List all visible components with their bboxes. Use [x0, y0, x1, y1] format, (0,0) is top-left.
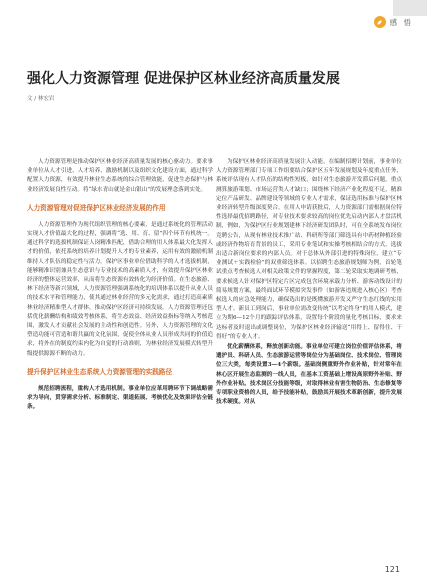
body-paragraph: 人力资源管理作为现代组织管理的核心要素，是通过系统化的管理活动实现人才价值最大化的过程，强调将“选、用、育、留”四个环节有机统一。通过科学的选拔机制保证人岗精准匹配，借助合理的用人体系最大化发挥人才的价值，依托系统的培养计划提升人才的专业素养，运用有效的激励机制维持人才队伍的稳定性与活力。保护区事业单位借助科学的人才选拔机制，能够精准识别兼具生态意识与专业技术的高素质人才，有效提升保护区林业经济的整体运营效率，从而将生态资源有效转化为经济价值。在生态旅游、林下经济等新兴领域，人力资源管理强调系统化的培训体系以提升从业人员的技术水平和管理能力，使其通过林业经营的多元化需求，通过打造高素质林业经济精准型人才群体，推动保护区经济可持续发展。人力资源管理还包括优化薪酬结构和绩效考核体系，将生态效益、经济效益指标等纳入考核范围，激发人才贡献社会发展的主动性和创造性。另外，人力资源管理的文化塑造功能可营造和谐共赢的文化氛围，促使全体从业人员形成共同的价值追求，将外在的制度约束内化为自觉的行动准则，为林业经济发展模式转型升级提供源源不断的动力。 [27, 221, 213, 357]
section-heading-role: 人力资源管理对促进保护区林业经济发展的作用 [27, 203, 166, 212]
article-author: 文 / 林宏岩 [27, 96, 55, 102]
intro-paragraph: 人力资源管理是推动保护区林业经济高质量发展的核心驱动力。要求事业单位从人才引进、人才培养、激励机制以及组织文化建设方面，通过科学配置人力资源，有效提升林业生态系统的综合管理效能，促进生态保护与林业经济发展良性互动。将“绿水青山就是金山银山”的发展理念落到实处。 [27, 159, 213, 193]
section-heading-path: 提升保护区林业生态系统人力资源管理的实践路径 [27, 367, 173, 376]
left-column [27, 158, 213, 413]
corner-tab [393, 0, 427, 16]
page-number: 121 [384, 565, 400, 574]
body-paragraph-salary: 优化薪酬体系，释放创新动能。事业单位可建立岗位价值评估体系，将遗护员、科研人员、生态旅游运营等岗位分为基础岗位、技术岗位、管理岗位三大类，每类设置3—4个薪级。基础岗侧重野外作业补贴，针对常年在林心区开展生态监测的一线人员，在基本工资基础上增设高原野外补贴、野外作业补贴。技术岗区分技能等级，对取得林业有害生物防治、生态修复等专项职业资格的人员，给予技能补贴，鼓励其开展技术革新创新，提升发展技术硬度。对从 [216, 344, 402, 406]
leaf-icon [374, 16, 386, 28]
section-tag [374, 16, 413, 28]
section-label: 感 悟 [389, 17, 413, 27]
right-column [216, 158, 402, 408]
article-title: 强化人力资源管理 促进保护区林业经济高质量发展 [27, 71, 340, 87]
body-paragraph-recruit: 规范招聘流程，重构人才选用机制。事业单位应革用聘环节下调战略需求为导向，贯穿需求分析、标准制定、渠道拓展、考核优化及效果评估全链条。 [27, 385, 213, 411]
body-paragraph: 为保护区林业经济高质量发展注入动能。在编制招聘计划前，事业单位人力资源管理部门专项工作组要结合保护区五年发展规划及年度重点任务，系统评估现有人才队伍的结构性短板，如针对生态旅游开发滞后问题，重点测算旅游策划、市场运营类人才缺口；围绕林下经济产业化程度不足，精准定位产品研发、品牌建设等领域的专业人才需求，保证选用标准与保护区林业经济转型升级深度契合。在用人申请获批后，人力资源部门需根据岗位特性选择最优招聘路径，对专业技术要求较高的岗位优先启动内部人才盘活机制，例如，为保护区行业规划建林下经济研发团队时，可在全系统发布岗位竞聘公告，从现有林业技术推广站、科研所等部门筛选具有中药材种植经验或经济作物培育背景的员工，采用专业笔试和实操考核相结合的方式，选拔出适合新岗位要求的内部人员。对于总体从外部引进的特殊岗位，建立“专业测试＋实践检验”的双重筛选体系。以招聘生态旅游规划师为例，首轮笔试重点考查候选人对相关政策文件的掌握程度，第二轮采取实地调研考核，要求候选人针对保护区特定片区完成包含环境承载力分析、游客动线设计的简易规划方案，最终面试环节模拟突发事件（如游客违规进入核心区）考查候选人的应急处理能力，确保选出的是既懂旅游开发又严守生态红线的实用型人才。新员工到岗后，事业单位需改变传统“以考定终身”的用人模式，建立为期6—12个月的跟踪评估体系，设置每个阶段的量化考核目标，要求来达标者及时退出或调整岗位，为保护区林业经济输送“用得上、留得住、干得好”的专业人才。 [216, 159, 402, 340]
